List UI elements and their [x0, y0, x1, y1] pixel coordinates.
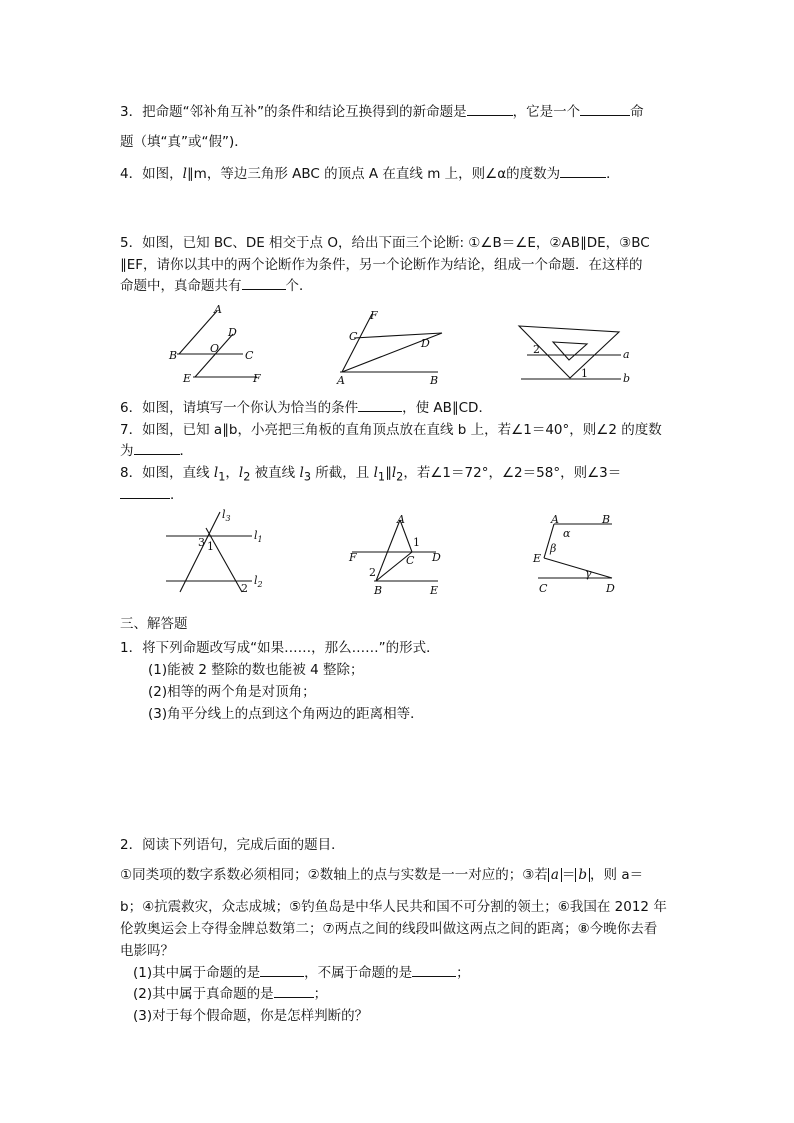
label-angle-2: 2	[533, 343, 540, 356]
s3-q2-sub2: (2)其中属于真命题的是 ；	[133, 986, 328, 1002]
s3-q1-stem: 1．将下列命题改写成“如果……，那么……”的形式．	[120, 640, 440, 656]
label-line-a: a	[623, 348, 630, 361]
label-alpha: α	[563, 527, 571, 540]
s3-q1-item: (2)相等的两个角是对顶角；	[148, 684, 316, 700]
figure-triangle-fd-be	[346, 510, 451, 598]
label-angle-1: 1	[413, 536, 420, 549]
label-B: B	[169, 349, 178, 362]
label-O: O	[210, 342, 220, 355]
label-E: E	[183, 372, 192, 385]
answer-blank[interactable]	[412, 964, 456, 977]
label-C: C	[245, 349, 254, 362]
label-B: B	[430, 374, 439, 387]
label-F: F	[349, 551, 357, 564]
label-beta: β	[550, 542, 557, 555]
q3-line2: 题（填“真”或“假”)．	[120, 134, 248, 150]
label-l3: $l_3$	[222, 508, 231, 523]
label-D: D	[432, 551, 441, 564]
label-A: A	[551, 513, 559, 526]
s3-q1-item: (1)能被 2 整除的数也能被 4 整除；	[148, 662, 364, 678]
label-l1: $l_1$	[254, 529, 263, 544]
figure-ab-cd	[330, 308, 450, 388]
s3-q2-sub1: (1)其中属于命题的是 ，不属于命题的是 ；	[133, 965, 470, 981]
answer-blank[interactable]	[580, 103, 630, 116]
section-title: 三、解答题	[120, 616, 188, 632]
abs-b: b	[575, 868, 590, 882]
answer-blank[interactable]	[560, 165, 606, 178]
answer-blank[interactable]	[358, 399, 402, 412]
figure-triangle-ruler	[515, 322, 635, 386]
s3-q1-item: (3)角平分线上的点到这个角两边的距离相等．	[148, 706, 424, 722]
answer-blank[interactable]	[467, 103, 513, 116]
answer-blank[interactable]	[134, 442, 180, 455]
q5-line2: ∥EF，请你以其中的两个论断作为条件，另一个论断作为结论，组成一个命题．在这样的	[120, 257, 643, 273]
answer-blank[interactable]	[242, 277, 286, 290]
label-angle-3: 3	[198, 536, 205, 549]
q4-line: 4．如图，l∥m，等边三角形 ABC 的顶点 A 在直线 m 上，则∠α的度数为 ．	[120, 166, 620, 182]
q8-line2: ．	[120, 486, 184, 504]
label-angle-1: 1	[207, 540, 214, 553]
answer-blank[interactable]	[260, 964, 304, 977]
q7-line2: 为 ．	[120, 443, 193, 459]
label-C: C	[406, 554, 415, 567]
label-angle-1: 1	[581, 367, 588, 380]
label-C: C	[539, 582, 548, 595]
label-C: C	[349, 330, 358, 343]
q7-line1: 7．如图，已知 a∥b，小亮把三角板的直角顶点放在直线 b 上，若∠1＝40°，则∠2 的度数	[120, 422, 662, 438]
label-F: F	[370, 309, 378, 322]
label-A: A	[397, 513, 405, 526]
q3-line1: 3．把命题“邻补角互补”的条件和结论互换得到的新命题是 ，它是一个 命	[120, 104, 644, 120]
figure-ab-cd-zigzag	[530, 514, 630, 600]
q6-line: 6．如图，请填写一个你认为恰当的条件 ，使 AB∥CD．	[120, 400, 492, 416]
label-B: B	[374, 584, 383, 597]
label-l2: $l_2$	[254, 574, 263, 589]
figure-bc-de-intersect	[165, 305, 270, 387]
label-gamma: γ	[585, 567, 592, 580]
label-line-b: b	[623, 372, 631, 385]
q5-line3: 命题中，真命题共有 个．	[120, 278, 313, 294]
answer-blank[interactable]	[274, 985, 314, 998]
s3-q2-sub3: (3)对于每个假命题，你是怎样判断的？	[133, 1008, 369, 1024]
abs-a: a	[548, 868, 562, 882]
answer-blank[interactable]	[120, 486, 170, 499]
s3-q2-line3: 伦敦奥运会上夺得金牌总数第二；⑦两点之间的线段叫做这两点之间的距离；⑧今晚你去看	[120, 921, 658, 937]
s3-q2-line2: b；④抗震救灾，众志成城；⑤钓鱼岛是中华人民共和国不可分割的领土；⑥我国在 2012 年	[120, 899, 667, 915]
label-E: E	[533, 552, 542, 565]
s3-q2-line4: 电影吗？	[120, 943, 174, 959]
label-angle-2: 2	[369, 566, 376, 579]
label-B: B	[602, 513, 611, 526]
s3-q2-stem: 2．阅读下列语句，完成后面的题目．	[120, 837, 345, 853]
label-F: F	[253, 372, 261, 385]
label-D: D	[228, 326, 237, 339]
figure-l1-l2-l3	[160, 506, 275, 598]
s3-q2-line1: ①同类项的数字系数必须相同；②数轴上的点与实数是一一对应的；③若 a ＝ b ，则 a＝	[120, 867, 644, 883]
label-D: D	[606, 582, 615, 595]
label-D: D	[421, 337, 430, 350]
q5-line1: 5．如图，已知 BC、DE 相交于点 O，给出下面三个论断: ①∠B＝∠E，②AB∥DE，③BC	[120, 235, 650, 251]
q8-line1: 8．如图，直线 $l_1$，$l_2$ 被直线 $l_3$ 所截，且 $l_1\parallel l_2$，若∠1＝72°，∠2＝58°，则∠3＝	[120, 465, 622, 484]
label-E: E	[430, 584, 439, 597]
label-A: A	[214, 303, 222, 316]
label-angle-2: 2	[241, 582, 248, 595]
label-A: A	[337, 374, 345, 387]
